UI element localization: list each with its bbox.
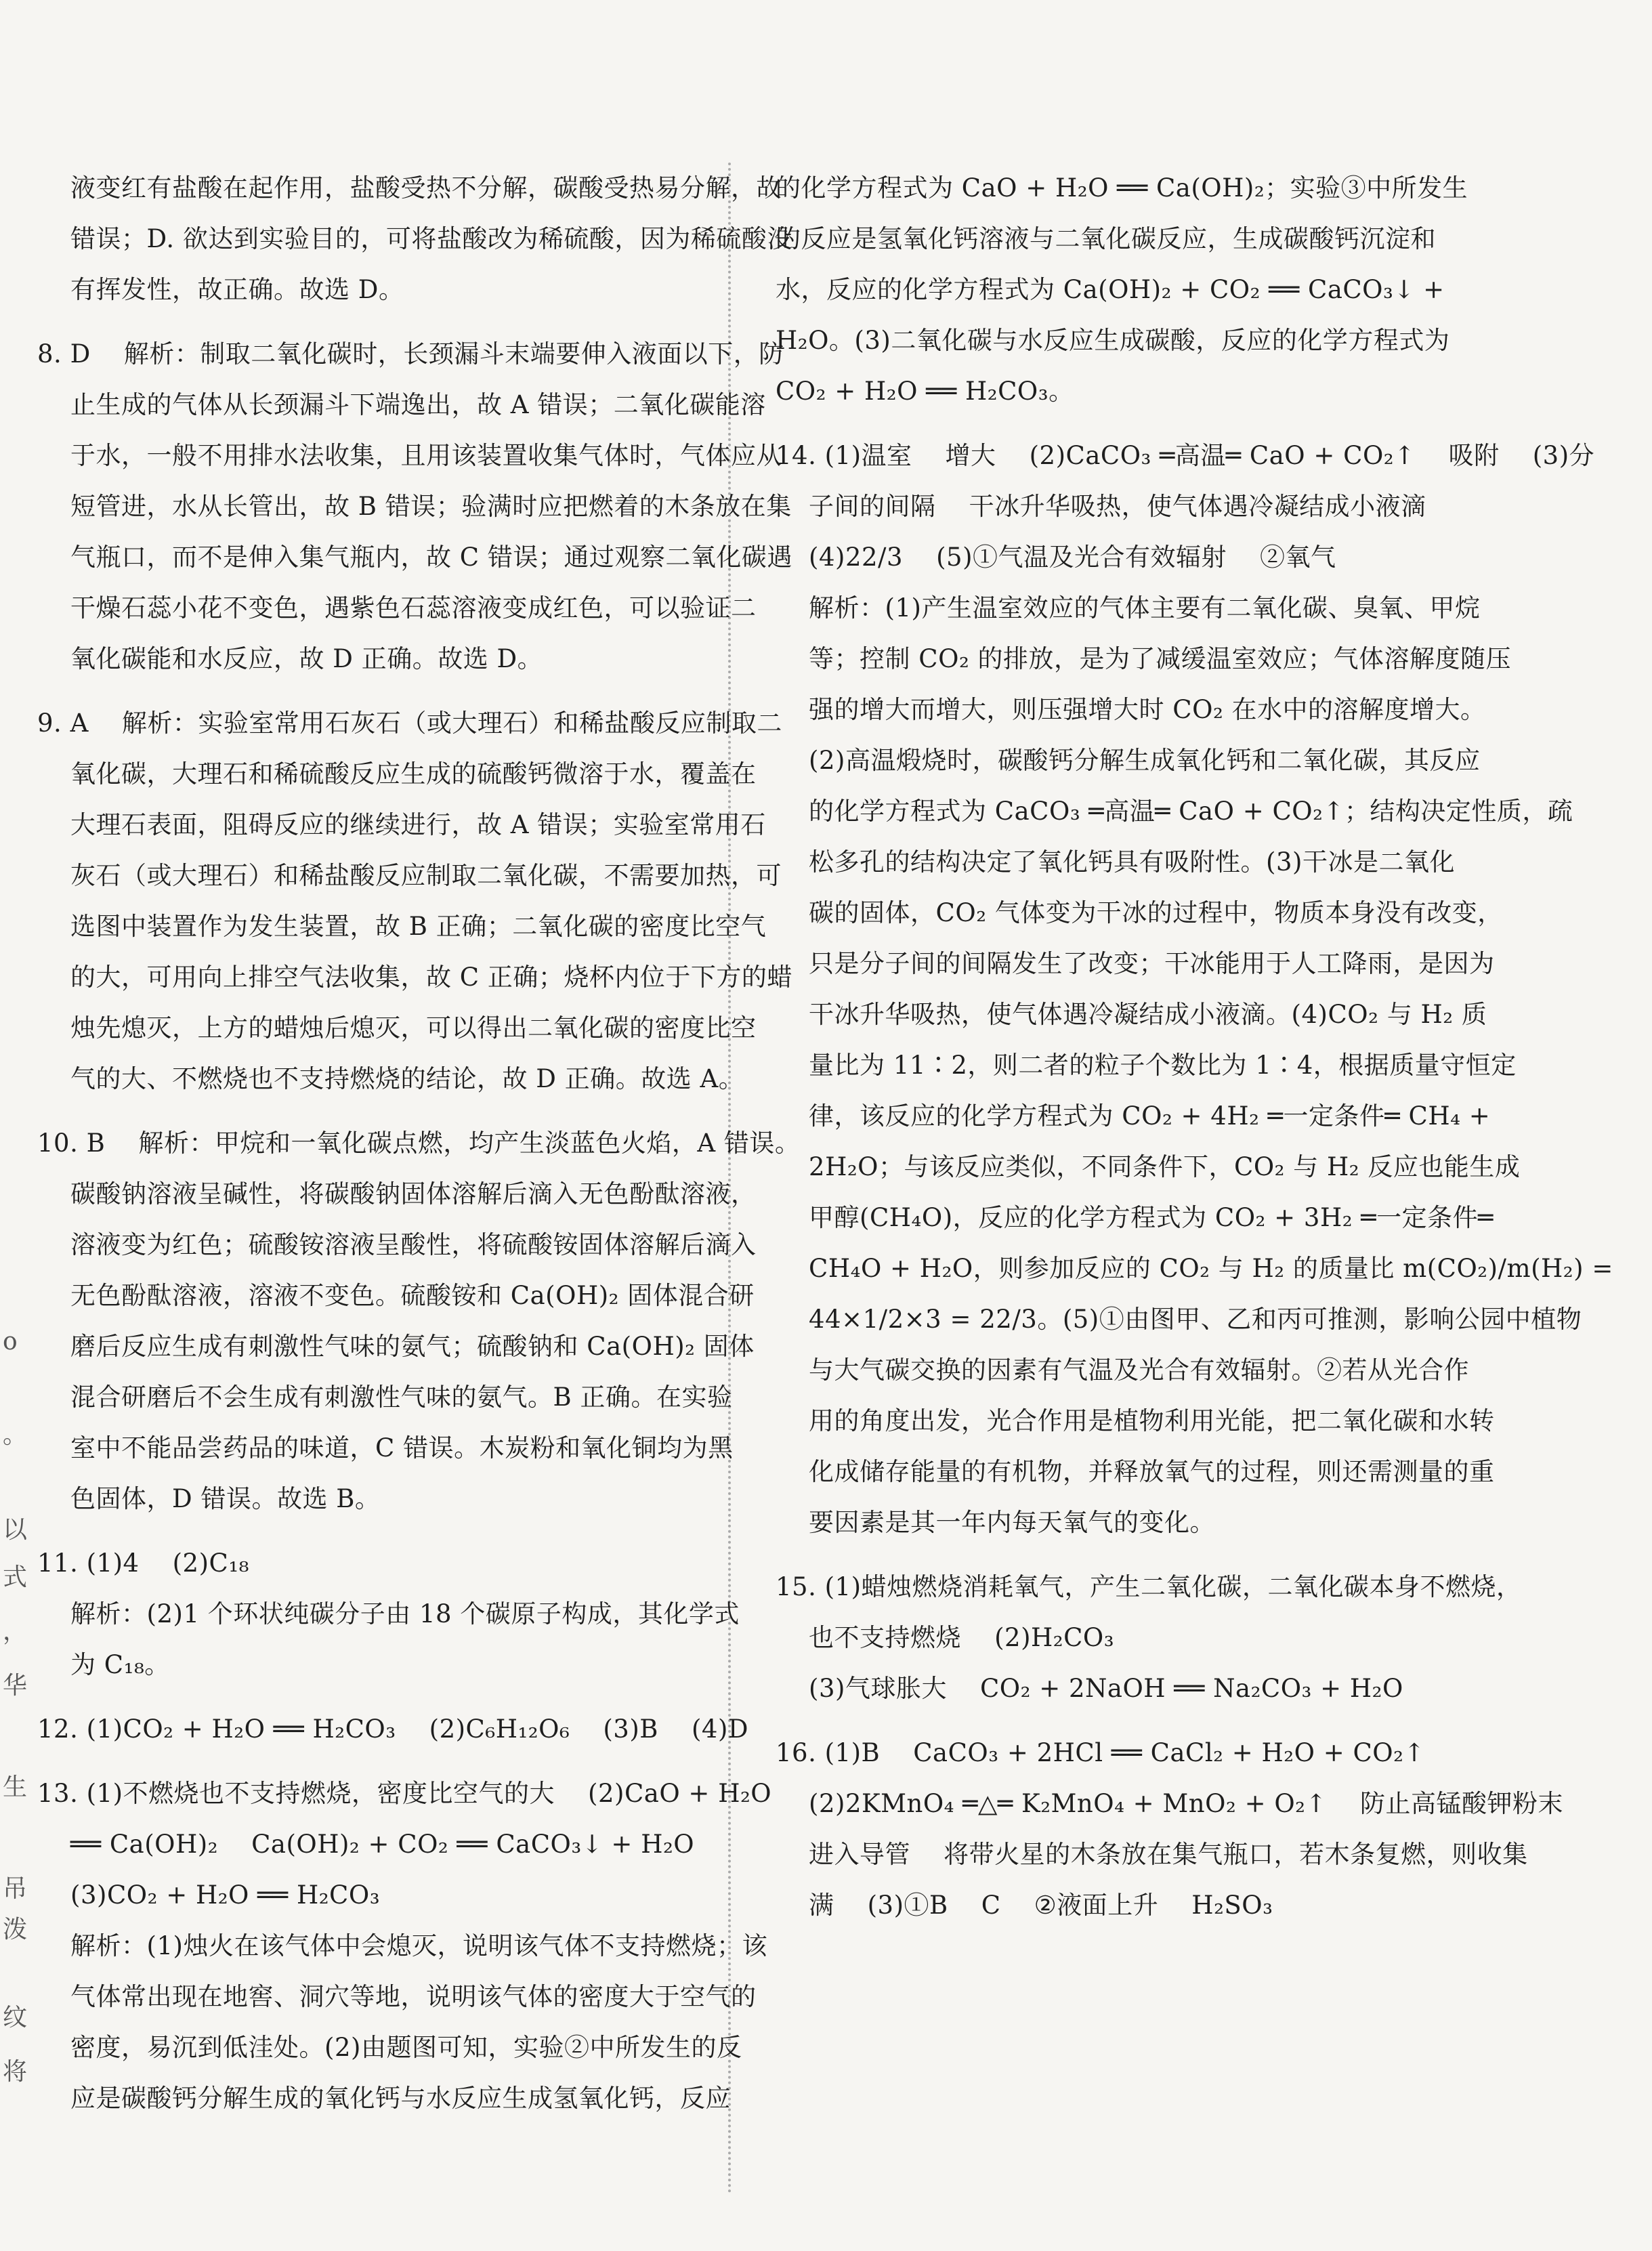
- page-edge-gutter: [0, 0, 28, 2251]
- text-line: 松多孔的结构决定了氧化钙具有吸附性。(3)干冰是二氧化: [776, 847, 1455, 877]
- answer-block: [37, 1118, 801, 1524]
- text-line: 的反应是氢氧化钙溶液与二氧化碳反应，生成碳酸钙沉淀和: [776, 224, 1436, 253]
- text-line: 于水，一般不用排水法收集，且用该装置收集气体时，气体应从: [37, 441, 782, 470]
- text-line: 色固体，D 错误。故选 B。: [37, 1484, 381, 1513]
- answer-block: [37, 1768, 772, 2124]
- answer-block: [776, 430, 1613, 1548]
- text-line: 8. D 解析：制取二氧化碳时，长颈漏斗末端要伸入液面以下，防: [37, 339, 784, 369]
- text-line: (2)高温煅烧时，碳酸钙分解生成氧化钙和二氧化碳，其反应: [776, 746, 1481, 775]
- block-gap: [37, 2124, 715, 2137]
- edge-char: 。: [3, 1421, 28, 1449]
- answer-block: [37, 1538, 740, 1690]
- right-column: [776, 163, 1613, 1944]
- text-line: 解析：(1)产生温室效应的气体主要有二氧化碳、臭氧、甲烷: [776, 593, 1481, 623]
- text-line: 量比为 11∶2，则二者的粒子个数比为 1∶4，根据质量守恒定: [776, 1051, 1517, 1080]
- text-line: 大理石表面，阻碍反应的继续进行，故 A 错误；实验室常用石: [37, 810, 766, 839]
- text-line: 化成储存能量的有机物，并释放氧气的过程，则还需测量的重: [776, 1457, 1495, 1486]
- block-gap: [37, 1524, 715, 1538]
- edge-char: 将: [3, 2058, 28, 2086]
- text-line: 用的角度出发，光合作用是植物利用光能，把二氧化碳和水转: [776, 1406, 1495, 1435]
- text-line: 等；控制 CO₂ 的排放，是为了减缓温室效应；气体溶解度随压: [776, 644, 1512, 673]
- text-line: 与大气碳交换的因素有气温及光合有效辐射。②若从光合作: [776, 1355, 1470, 1385]
- text-line: CO₂ + H₂O ══ H₂CO₃。: [776, 377, 1074, 406]
- text-line: 止生成的气体从长颈漏斗下端逸出，故 A 错误；二氧化碳能溶: [37, 390, 766, 419]
- text-line: 溶液变为红色；硫酸铵溶液呈酸性，将硫酸铵固体溶解后滴入: [37, 1230, 757, 1259]
- text-line: 烛先熄灭，上方的蜡烛后熄灭，可以得出二氧化碳的密度比空: [37, 1013, 757, 1043]
- text-line: 13. (1)不燃烧也不支持燃烧，密度比空气的大 (2)CaO + H₂O: [37, 1779, 772, 1808]
- text-line: 有挥发性，故正确。故选 D。: [37, 275, 404, 304]
- block-gap: [776, 417, 1473, 430]
- block-gap: [37, 1104, 715, 1118]
- edge-char: 式: [3, 1563, 28, 1591]
- text-line: 9. A 解析：实验室常用石灰石（或大理石）和稀盐酸反应制取二: [37, 709, 782, 738]
- text-line: 碳酸钠溶液呈碱性，将碳酸钠固体溶解后滴入无色酚酞溶液，: [37, 1179, 757, 1208]
- answer-block: [776, 1561, 1522, 1714]
- text-line: 解析：(2)1 个环状纯碳分子由 18 个碳原子构成，其化学式: [37, 1599, 740, 1628]
- answer-block: [37, 1704, 749, 1754]
- text-line: 子间的间隔 干冰升华吸热，使气体遇冷凝结成小液滴: [776, 492, 1426, 521]
- edge-char: 以: [3, 1516, 28, 1544]
- edge-char: 泼: [3, 1916, 28, 1943]
- text-line: 只是分子间的间隔发生了改变；干冰能用于人工降雨，是因为: [776, 949, 1495, 978]
- text-line: 强的增大而增大，则压强增大时 CO₂ 在水中的溶解度增大。: [776, 695, 1486, 724]
- text-line: CH₄O + H₂O，则参加反应的 CO₂ 与 H₂ 的质量比 m(CO₂)/m(H₂) =: [776, 1254, 1613, 1283]
- text-line: 碳的固体，CO₂ 气体变为干冰的过程中，物质本身没有改变，: [776, 898, 1503, 927]
- text-line: 灰石（或大理石）和稀盐酸反应制取二氧化碳，不需要加热，可: [37, 861, 782, 890]
- text-line: 混合研磨后不会生成有刺激性气味的氨气。B 正确。在实验: [37, 1383, 733, 1412]
- text-line: 11. (1)4 (2)C₁₈: [37, 1549, 249, 1578]
- text-line: 无色酚酞溶液，溶液不变色。硫酸铵和 Ca(OH)₂ 固体混合研: [37, 1281, 755, 1310]
- text-line: 气体常出现在地窖、洞穴等地，说明该气体的密度大于空气的: [37, 1982, 757, 2011]
- block-gap: [776, 1714, 1473, 1727]
- text-line: 液变红有盐酸在起作用，盐酸受热不分解，碳酸受热易分解，故: [37, 173, 782, 203]
- edge-char: 华: [3, 1672, 28, 1700]
- text-line: 2H₂O；与该反应类似，不同条件下，CO₂ 与 H₂ 反应也能生成: [776, 1152, 1521, 1181]
- text-line: 也不支持燃烧 (2)H₂CO₃: [776, 1623, 1115, 1652]
- answer-block: [776, 1727, 1564, 1931]
- edge-char: 纹: [3, 2004, 28, 2032]
- text-line: (2)2KMnO₄ ═△═ K₂MnO₄ + MnO₂ + O₂↑ 防止高锰酸钾粉末: [776, 1789, 1564, 1818]
- answer-block: [37, 329, 792, 684]
- text-line: (3)气球胀大 CO₂ + 2NaOH ══ Na₂CO₃ + H₂O: [776, 1674, 1403, 1703]
- text-line: 气瓶口，而不是伸入集气瓶内，故 C 错误；通过观察二氧化碳遇: [37, 543, 792, 572]
- text-line: 律，该反应的化学方程式为 CO₂ + 4H₂ ═一定条件═ CH₄ +: [776, 1101, 1491, 1131]
- text-line: 干冰升华吸热，使气体遇冷凝结成小液滴。(4)CO₂ 与 H₂ 质: [776, 1000, 1487, 1029]
- edge-char: o: [3, 1328, 18, 1355]
- text-line: 的化学方程式为 CaO + H₂O ══ Ca(OH)₂；实验③中所发生: [776, 173, 1468, 203]
- block-gap: [37, 1690, 715, 1704]
- text-line: 氧化碳，大理石和稀硫酸反应生成的硫酸钙微溶于水，覆盖在: [37, 759, 757, 788]
- text-line: 进入导管 将带火星的木条放在集气瓶口，若木条复燃，则收集: [776, 1840, 1528, 1869]
- text-line: 解析：(1)烛火在该气体中会熄灭，说明该气体不支持燃烧；该: [37, 1931, 767, 1960]
- text-line: 应是碳酸钙分解生成的氧化钙与水反应生成氢氧化钙，反应: [37, 2084, 732, 2113]
- text-line: 氧化碳能和水反应，故 D 正确。故选 D。: [37, 644, 543, 673]
- block-gap: [37, 684, 715, 698]
- text-line: 14. (1)温室 增大 (2)CaCO₃ ═高温═ CaO + CO₂↑ 吸附 (3)分: [776, 441, 1595, 470]
- left-column: [37, 163, 801, 2137]
- block-gap: [776, 1931, 1473, 1944]
- block-gap: [776, 1548, 1473, 1561]
- text-line: 44×1/2×3 = 22/3。(5)①由图甲、乙和丙可推测，影响公园中植物: [776, 1305, 1582, 1334]
- answer-block: [776, 163, 1473, 417]
- text-line: 短管进，水从长管出，故 B 错误；验满时应把燃着的木条放在集: [37, 492, 792, 521]
- text-line: ══ Ca(OH)₂ Ca(OH)₂ + CO₂ ══ CaCO₃↓ + H₂O: [37, 1830, 695, 1859]
- answer-block: [37, 698, 792, 1104]
- edge-char: ，: [3, 1618, 28, 1645]
- text-line: 错误；D. 欲达到实验目的，可将盐酸改为稀硫酸，因为稀硫酸没: [37, 224, 792, 253]
- edge-char: 生: [3, 1773, 28, 1801]
- answer-block: [37, 163, 792, 315]
- block-gap: [37, 1754, 715, 1768]
- text-line: 的化学方程式为 CaCO₃ ═高温═ CaO + CO₂↑；结构决定性质，疏: [776, 797, 1573, 826]
- text-line: 要因素是其一年内每天氧气的变化。: [776, 1508, 1216, 1537]
- text-line: 16. (1)B CaCO₃ + 2HCl ══ CaCl₂ + H₂O + CO₂↑: [776, 1738, 1425, 1767]
- text-line: (4)22/3 (5)①气温及光合有效辐射 ②氧气: [776, 543, 1336, 572]
- text-line: 的大，可用向上排空气法收集，故 C 正确；烧杯内位于下方的蜡: [37, 963, 792, 992]
- text-line: 选图中装置作为发生装置，故 B 正确；二氧化碳的密度比空气: [37, 912, 767, 941]
- block-gap: [37, 315, 715, 329]
- text-line: 室中不能品尝药品的味道，C 错误。木炭粉和氧化铜均为黑: [37, 1433, 734, 1463]
- text-line: 15. (1)蜡烛燃烧消耗氧气，产生二氧化碳，二氧化碳本身不燃烧，: [776, 1572, 1522, 1601]
- text-line: 甲醇(CH₄O)，反应的化学方程式为 CO₂ + 3H₂ ═一定条件═: [776, 1203, 1494, 1232]
- text-line: 满 (3)①B C ②液面上升 H₂SO₃: [776, 1891, 1273, 1920]
- text-line: 为 C₁₈。: [37, 1650, 170, 1679]
- text-line: 水，反应的化学方程式为 Ca(OH)₂ + CO₂ ══ CaCO₃↓ +: [776, 275, 1445, 304]
- text-line: (3)CO₂ + H₂O ══ H₂CO₃: [37, 1880, 381, 1910]
- edge-char: 吊: [3, 1875, 28, 1903]
- text-line: H₂O。(3)二氧化碳与水反应生成碳酸，反应的化学方程式为: [776, 326, 1450, 355]
- text-line: 磨后反应生成有刺激性气味的氨气；硫酸钠和 Ca(OH)₂ 固体: [37, 1332, 755, 1361]
- text-line: 密度，易沉到低洼处。(2)由题图可知，实验②中所发生的反: [37, 2033, 742, 2062]
- text-line: 10. B 解析：甲烷和一氧化碳点燃，均产生淡蓝色火焰，A 错误。: [37, 1129, 801, 1158]
- text-line: 气的大、不燃烧也不支持燃烧的结论，故 D 正确。故选 A。: [37, 1064, 744, 1093]
- text-line: 12. (1)CO₂ + H₂O ══ H₂CO₃ (2)C₆H₁₂O₆ (3)B (4)D: [37, 1714, 749, 1744]
- text-line: 干燥石蕊小花不变色，遇紫色石蕊溶液变成红色，可以验证二: [37, 593, 757, 623]
